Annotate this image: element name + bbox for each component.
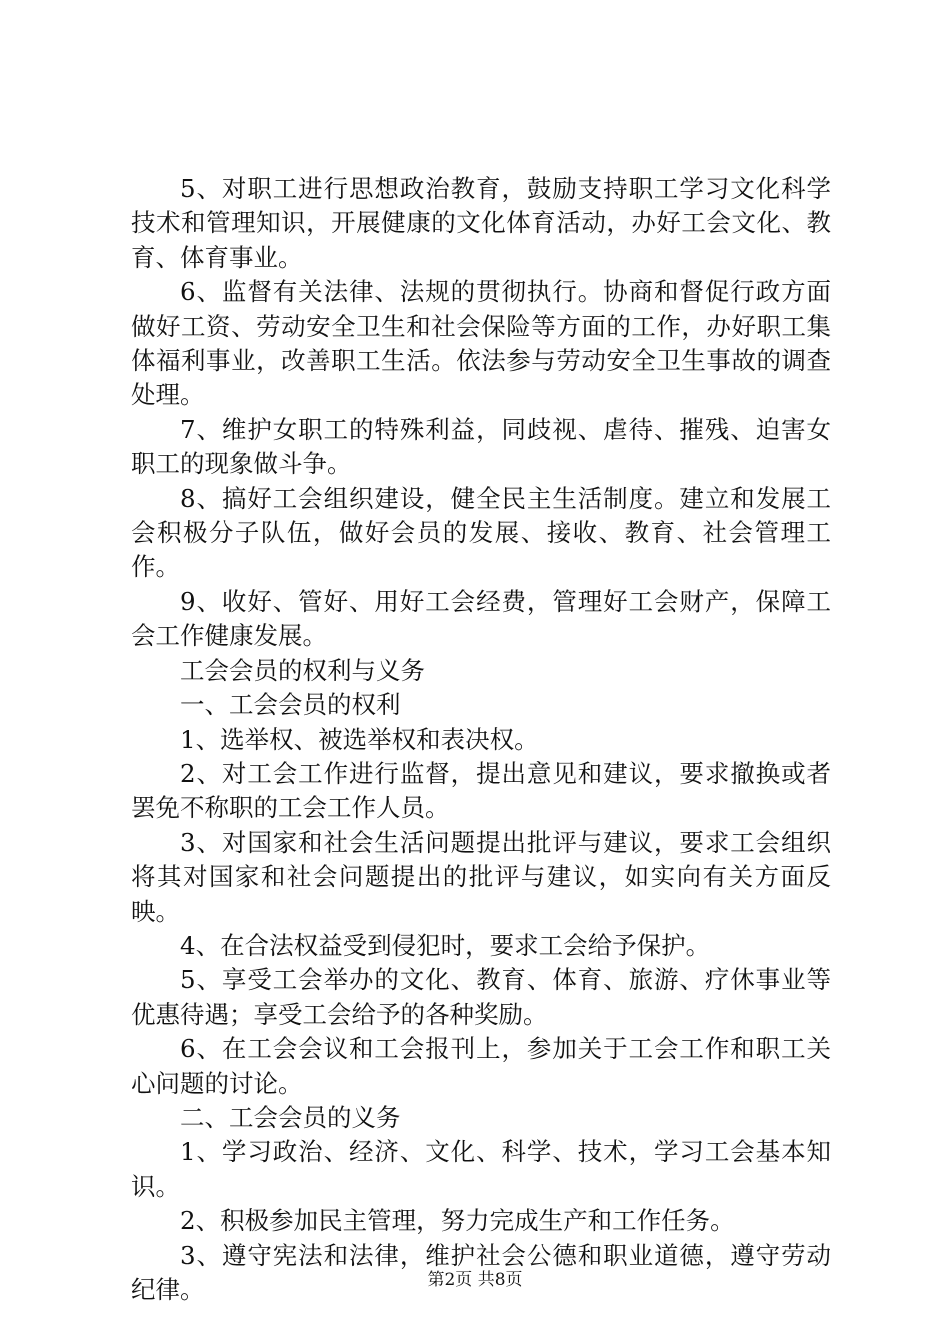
section-heading: 一、工会会员的权利 bbox=[180, 690, 401, 720]
paragraph: 9、收好、管好、用好工会经费，管理好工会财产，保障工会工作健康发展。 bbox=[131, 586, 831, 651]
paragraph: 6、在工会会议和工会报刊上，参加关于工会工作和职工关心问题的讨论。 bbox=[131, 1034, 831, 1098]
document-body bbox=[131, 172, 831, 1307]
paragraph: 2、积极参加民主管理，努力完成生产和工作任务。 bbox=[180, 1206, 735, 1236]
paragraph: 3、对国家和社会生活问题提出批评与建议，要求工会组织将其对国家和社会问题提出的批评与建议，如实向有关方面反映。 bbox=[131, 827, 831, 926]
paragraph: 2、对工会工作进行监督，提出意见和建议，要求撤换或者罢免不称职的工会工作人员。 bbox=[131, 758, 831, 823]
paragraph: 5、享受工会举办的文化、教育、体育、旅游、疗休事业等优惠待遇；享受工会给予的各种奖励。 bbox=[131, 965, 831, 1029]
section-heading: 工会会员的权利与义务 bbox=[180, 655, 425, 685]
paragraph: 6、监督有关法律、法规的贯彻执行。协商和督促行政方面做好工资、劳动安全卫生和社会保险等方面的工作，办好职工集体福利事业，改善职工生活。依法参与劳动安全卫生事故的调查处理。 bbox=[131, 277, 831, 410]
paragraph: 7、维护女职工的特殊利益，同歧视、虐待、摧残、迫害女职工的现象做斗争。 bbox=[131, 414, 831, 479]
paragraph: 1、选举权、被选举权和表决权。 bbox=[180, 724, 539, 754]
section-heading: 二、工会会员的义务 bbox=[180, 1102, 401, 1132]
paragraph: 8、搞好工会组织建设，健全民主生活制度。建立和发展工会积极分子队伍，做好会员的发展、接收、教育、社会管理工作。 bbox=[131, 483, 831, 582]
paragraph: 3、遵守宪法和法律，维护社会公德和职业道德，遵守劳动纪律。 bbox=[131, 1240, 831, 1304]
paragraph: 5、对职工进行思想政治教育，鼓励支持职工学习文化科学技术和管理知识，开展健康的文化体育活动，办好工会文化、教育、体育事业。 bbox=[131, 174, 831, 272]
paragraph: 1、学习政治、经济、文化、科学、技术，学习工会基本知识。 bbox=[131, 1137, 831, 1201]
page-footer bbox=[0, 1269, 950, 1291]
page-number-label: 第2页 共8页 bbox=[427, 1270, 523, 1290]
paragraph: 4、在合法权益受到侵犯时，要求工会给予保护。 bbox=[180, 930, 711, 960]
